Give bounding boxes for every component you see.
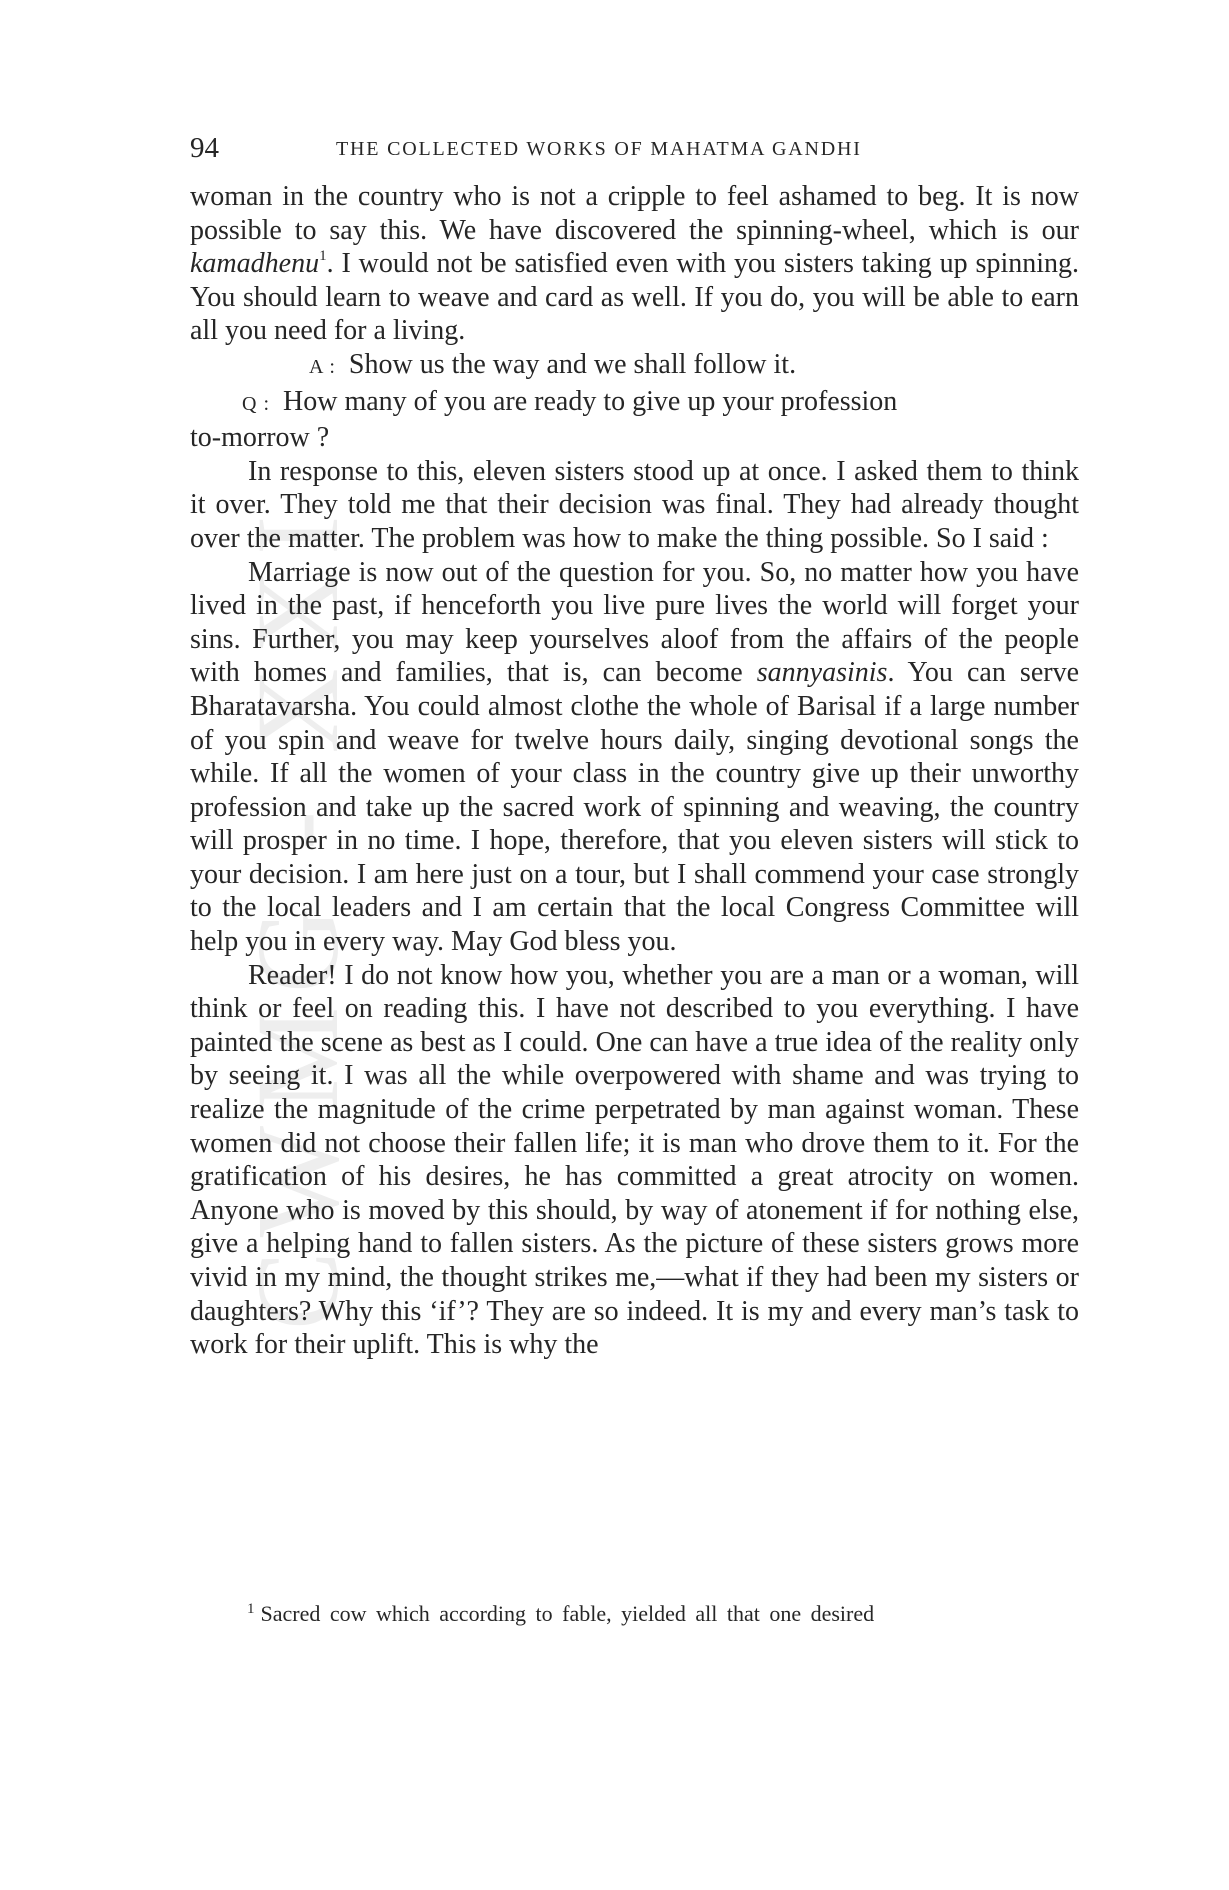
footnote-text: Sacred cow which according to fable, yielded all that one desired xyxy=(260,1601,875,1626)
page-number: 94 xyxy=(190,132,219,164)
text-run: . You can serve Bharatavarsha. You could almost clothe the whole of Barisal if a large number of you spin and weave for twelve hours daily, singing devotional songs the while. If all the women of your class in the country give up their unworthy profession and take up the sacred work of spinning and weaving, the country will prosper in no time. I hope, therefore, that you eleven sisters will stick to your decision. I am here just on a tour, but I shall commend your case strongly to the local leaders and I am certain that the local Congress Committee will help you in every way. May God bless you. xyxy=(190,657,1079,958)
paragraph: In response to this, eleven sisters stood up at once. I asked them to think it over. They told me that their decision was final. They had already thought over the matter. The problem was how to make the thing possible. So I said : xyxy=(190,455,1079,554)
footnote-mark: 1 xyxy=(247,1601,255,1617)
paragraph-reader: Reader! I do not know how you, whether you are a man or a woman, will think or feel on reading this. I have not described to you everything. I have painted the scene as best as I could. One can have a true idea of the reality only by seeing it. I was all the while overpowered with shame and was trying to realize the magnitude of the crime perpetrated by man against woman. These women did not choose their fallen life; it is man who drove them to it. For the gratification of his desires, he has committed a great atrocity on women. Anyone who is moved by this should, by way of atonement if for nothing else, give a helping hand to fallen sisters. As the picture of these sisters grows more vivid in my mind, the thought strikes me,—what if they had been my sisters or daughters? Why this ‘if’? They are so indeed. It is my and every man’s task to work for their uplift. This is why the xyxy=(190,959,1079,1361)
paragraph-continuation xyxy=(190,180,1079,348)
answer-line xyxy=(190,348,1079,385)
question-line xyxy=(190,385,1079,422)
term-sannyasinis: sannyasinis xyxy=(756,657,888,689)
text-run: woman in the country who is not a cripple to feel ashamed to beg. It is now possible to say this. We have discovered the spinning-wheel, which is our xyxy=(190,181,1079,246)
speaker-label-a: A : xyxy=(309,355,336,378)
paragraph-speech xyxy=(190,556,1079,959)
text-run: . I would not be satisfied even with you sisters taking up spinning. You should learn to weave and card as well. If you do, you will be able to earn all you need for a living. xyxy=(190,248,1079,347)
footnote xyxy=(247,1599,1077,1629)
running-head xyxy=(190,128,1080,168)
running-title: THE COLLECTED WORKS OF MAHATMA GANDHI xyxy=(336,138,862,160)
answer-text: Show us the way and we shall follow it. xyxy=(348,348,797,380)
question-continuation: to-morrow ? xyxy=(190,422,330,454)
footnote-reference: 1 xyxy=(319,248,327,265)
body-text xyxy=(190,180,1079,1362)
speaker-label-q: Q : xyxy=(242,392,270,415)
watermark: CWMG - XXI xyxy=(232,501,363,1330)
term-kamadhenu: kamadhenu xyxy=(190,248,320,280)
question-block xyxy=(190,385,1079,455)
question-text: How many of you are ready to give up your profession xyxy=(283,385,898,417)
text-run: Marriage is now out of the question for you. So, no matter how you have lived in the past, if henceforth you live pure lives the world will forget your sins. Further, you may keep yourselves aloof from the affairs of the people with homes and families, that is, can become xyxy=(190,556,1079,689)
